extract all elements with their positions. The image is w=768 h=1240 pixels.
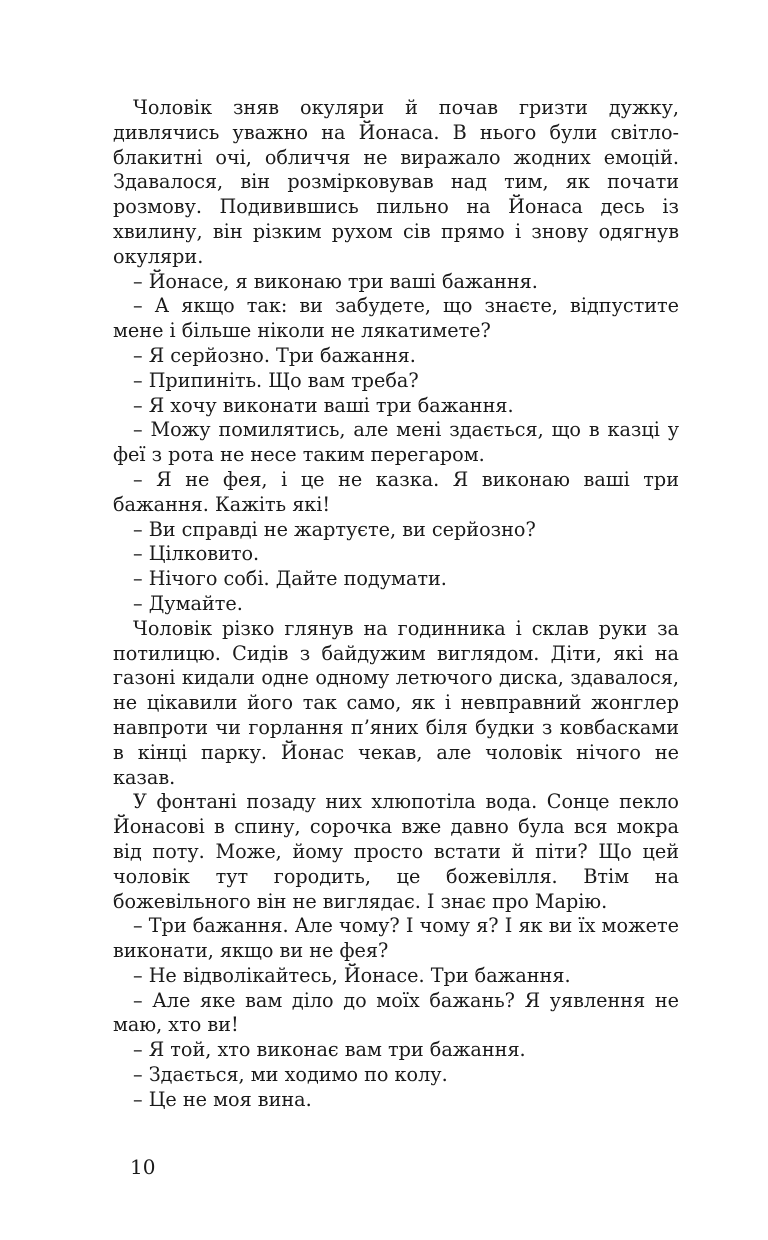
dialogue-line: – Не відволікайтесь, Йонасе. Три бажання.	[133, 963, 571, 987]
dialogue-line: – Йонасе, я виконаю три ваші бажання.	[133, 269, 538, 293]
dialogue-line: – Три бажання. Але чому? І чому я? І як ви їх можете виконати, якщо ви не фея?	[113, 914, 679, 963]
dialogue-line: – Цілковито.	[133, 542, 260, 566]
dialogue-line: – А якщо так: ви забудете, що знаєте, відпустите мене і більше ніколи не лякатимете?	[113, 294, 679, 343]
paragraph: У фонтані позаду них хлюпотіла вода. Сонце пекло Йонасові в спину, сорочка вже давно була вся мокра від поту. Може, йому просто встати й піти? Що цей чоловік тут городить, це божевілля. Втім на божевільного він не виглядає. І знає про Марію.	[113, 790, 679, 913]
dialogue-line: – Можу помилятись, але мені здається, що в казці у феї з рота не несе таким перегаром.	[113, 418, 679, 467]
dialogue-line: – Здається, ми ходимо по колу.	[133, 1063, 448, 1087]
dialogue-line: – Але яке вам діло до моїх бажань? Я уявлення не маю, хто ви!	[113, 988, 679, 1037]
dialogue-line: – Я той, хто виконає вам три бажання.	[133, 1038, 526, 1062]
dialogue-line: – Я серйозно. Три бажання.	[133, 343, 416, 367]
paragraph: Чоловік різко глянув на годинника і склав руки за потилицю. Сидів з байдужим виглядом. Діти, які на газоні кидали одне одному летючого диска, здавалося, не цікавили його так само, як і невправний жонглер навпроти чи горлання п’яних біля будки з ковбасками в кінці парку. Йонас чекав, але чоловік нічого не казав.	[113, 616, 679, 789]
dialogue-line: – Думайте.	[133, 591, 243, 615]
paragraph: Чоловік зняв окуляри й почав гризти дужку, дивлячись уважно на Йонаса. В нього були світло-блакитні очі, обличчя не виражало жодних емоцій. Здавалося, він розмірковував над тим, як почати розмову. Подивившись пильно на Йонаса десь із хвилину, він різким рухом сів прямо і знову одягнув окуляри.	[113, 96, 679, 268]
dialogue-line: – Це не моя вина.	[133, 1087, 312, 1111]
dialogue-line: – Я не фея, і це не казка. Я виконаю ваші три бажання. Кажіть які!	[113, 467, 679, 516]
dialogue-line: – Нічого собі. Дайте подумати.	[133, 567, 447, 591]
page-number: 10	[130, 1155, 156, 1179]
dialogue-line: – Я хочу виконати ваші три бажання.	[133, 393, 514, 417]
dialogue-line: – Припиніть. Що вам треба?	[133, 368, 419, 392]
body-text	[113, 96, 679, 1113]
dialogue-line: – Ви справді не жартуєте, ви серйозно?	[133, 517, 536, 541]
